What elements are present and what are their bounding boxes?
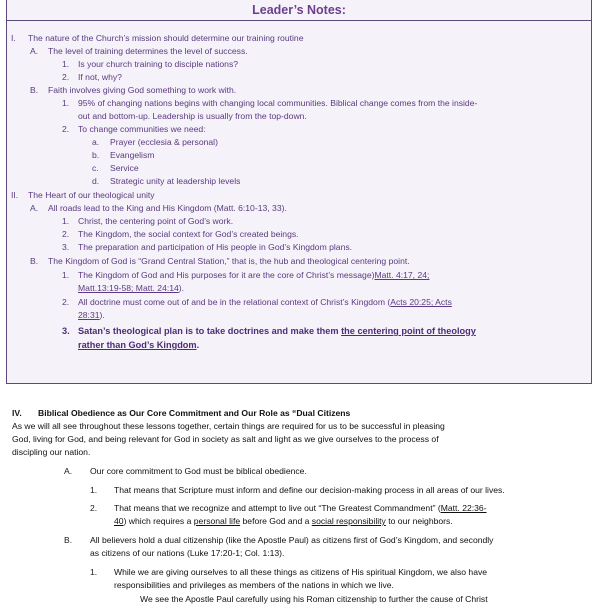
notes-line-text: Prayer (ecclesia & personal)	[110, 137, 218, 147]
notes-marker: 2.	[62, 297, 70, 307]
notes-line-text: Satan’s theological plan is to take doctrines and make them	[78, 326, 342, 336]
leaders-notes-title: Leader’s Notes:	[7, 0, 591, 21]
notes-marker: 2.	[62, 229, 70, 239]
notes-line	[78, 124, 206, 135]
notes-line-text: The Kingdom of God is “Grand Central Station,” that is, the hub and theological centering point.	[48, 256, 410, 266]
notes-line-text: All roads lead to the King and His Kingdom (Matt. 6:10-13, 33).	[48, 203, 287, 213]
notes-line-tail: ).	[99, 310, 105, 320]
notes-marker: 1.	[62, 98, 70, 108]
notes-line-text: 95% of changing nations begins with changing local communities. Biblical change comes from the inside-	[78, 98, 478, 108]
notes-line	[48, 256, 410, 267]
notes-line	[78, 59, 238, 70]
scripture-reference: Matt.13:19-58; Matt. 24:14	[78, 283, 179, 293]
scripture-reference: Acts 20:25; Acts	[390, 297, 452, 307]
scripture-reference: rather than God’s Kingdom	[78, 340, 197, 350]
section-paragraph-line: As we will all see throughout these lessons together, certain things are required for us to be successful in pleasing	[12, 421, 445, 431]
outline-item-continuation: as citizens of our nations (Luke 17:20-1; Col. 1:13).	[90, 548, 285, 558]
notes-line	[78, 216, 233, 227]
outline-item: All believers hold a dual citizenship (like the Apostle Paul) as citizens first of God’s Kingdom, and secondly	[90, 535, 494, 545]
notes-line	[78, 283, 184, 294]
notes-line-text: The level of training determines the level of success.	[48, 46, 248, 56]
notes-line-text: If not, why?	[78, 72, 122, 82]
notes-line-text: The preparation and participation of His people in God’s Kingdom plans.	[78, 242, 353, 252]
scripture-reference: the centering point of theology	[341, 326, 476, 336]
notes-line-text: Evangelism	[110, 150, 155, 160]
notes-line	[78, 340, 199, 351]
notes-marker: b.	[92, 150, 100, 160]
notes-line	[28, 33, 303, 44]
notes-line	[48, 46, 248, 57]
notes-marker: 2.	[62, 124, 70, 134]
notes-marker: d.	[92, 176, 100, 186]
notes-line	[78, 72, 122, 83]
notes-line	[110, 163, 139, 174]
notes-line-text: The Kingdom of God and His purposes for it are the core of Christ’s message)	[78, 270, 375, 280]
notes-marker: II.	[11, 190, 19, 200]
notes-line	[78, 111, 307, 122]
notes-line-text: out and bottom-up. Leadership is usually from the top-down.	[78, 111, 307, 121]
notes-line-text: The Heart of our theological unity	[28, 190, 155, 200]
outline-marker: 1.	[90, 567, 98, 577]
notes-marker: 1.	[62, 270, 70, 280]
notes-line-text: Is your church training to disciple nations?	[78, 59, 239, 69]
outline-marker: 2.	[90, 503, 98, 513]
notes-line-text: The nature of the Church’s mission should determine our training routine	[28, 33, 304, 43]
notes-line-text: Christ, the centering point of God’s work.	[78, 216, 234, 226]
notes-line	[48, 85, 236, 96]
notes-marker: I.	[11, 33, 16, 43]
notes-marker: 1.	[62, 59, 70, 69]
notes-line	[78, 270, 429, 281]
section-numeral: IV.	[12, 408, 22, 418]
notes-line	[78, 229, 299, 240]
notes-line-text: All doctrine must come out of and be in the relational context of Christ’s Kingdom (	[78, 297, 391, 307]
section-paragraph-line: God, living for God, and being relevant for God in society as salt and light as we give ourselves to the process of	[12, 434, 439, 444]
notes-line	[78, 242, 352, 253]
notes-marker: a.	[92, 137, 100, 147]
notes-marker: 1.	[62, 216, 70, 226]
notes-marker: B.	[30, 85, 39, 95]
notes-marker: 3.	[62, 242, 70, 252]
outline-marker: A.	[64, 466, 73, 476]
notes-line	[78, 98, 477, 109]
notes-marker: c.	[92, 163, 99, 173]
outline-item-continuation: 40) which requires a personal life before God and a social responsibility to our neighbors.	[114, 516, 453, 526]
notes-line-tail: .	[196, 340, 200, 350]
outline-marker: 1.	[90, 485, 98, 495]
notes-line-text: To change communities we need:	[78, 124, 206, 134]
notes-line-text: Strategic unity at leadership levels	[110, 176, 241, 186]
outline-item: While we are giving ourselves to all these things as citizens of His spiritual Kingdom, we also have	[114, 567, 488, 577]
notes-line-text: Faith involves giving God something to work with.	[48, 85, 237, 95]
notes-line	[28, 190, 155, 201]
notes-marker: 2.	[62, 72, 70, 82]
notes-marker: A.	[30, 203, 39, 213]
notes-line	[110, 176, 240, 187]
outline-marker: B.	[64, 535, 73, 545]
notes-line	[78, 310, 105, 321]
scripture-reference: 28:31	[78, 310, 100, 320]
outline-item: That means that Scripture must inform and define our decision-making process in all areas of our lives.	[114, 485, 505, 495]
notes-line	[110, 150, 154, 161]
notes-marker: 3.	[62, 326, 70, 336]
notes-line	[78, 297, 452, 308]
notes-line	[78, 326, 476, 337]
scripture-reference: Matt. 4:17, 24;	[374, 270, 430, 280]
section-heading: Biblical Obedience as Our Core Commitment and Our Role as “Dual Citizens	[38, 408, 351, 418]
outline-item: That means that we recognize and attempt to live out “The Greatest Commandment” (Matt. 22:36-	[114, 503, 487, 513]
section-paragraph-line: discipling our nation.	[12, 447, 91, 457]
notes-line	[110, 137, 218, 148]
notes-line	[48, 203, 287, 214]
notes-line-tail: ).	[178, 283, 185, 293]
outline-item-continuation: responsibilities and privileges as members of the nations in which we live.	[114, 580, 394, 590]
outline-item: Our core commitment to God must be biblical obedience.	[90, 466, 307, 476]
cut-off-line: We see the Apostle Paul carefully using his Roman citizenship to further the cause of Christ	[140, 594, 488, 604]
notes-line-text: The Kingdom, the social context for God’s created beings.	[78, 229, 299, 239]
notes-line-text: Service	[110, 163, 139, 173]
notes-marker: A.	[30, 46, 39, 56]
notes-marker: B.	[30, 256, 39, 266]
